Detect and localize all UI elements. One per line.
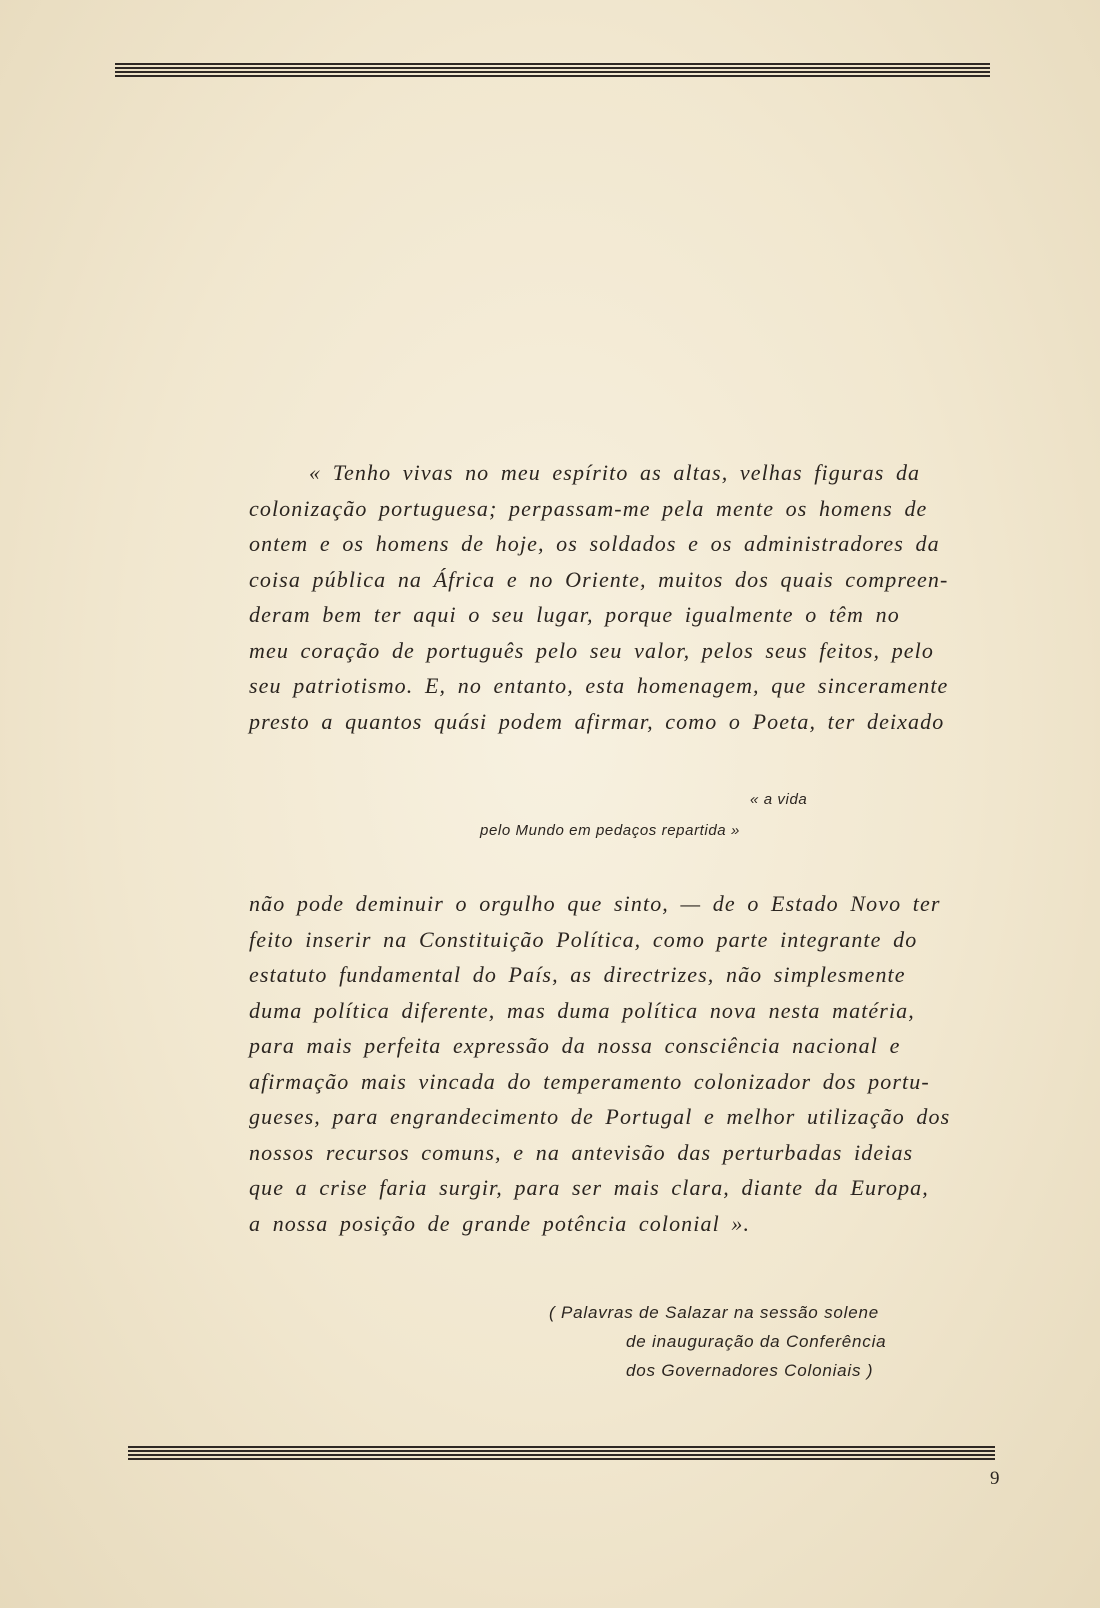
quote-line: que a crise faria surgir, para ser mais clara, diante da Europa, bbox=[249, 1175, 929, 1200]
verse-line: pelo Mundo em pedaços repartida » bbox=[480, 822, 740, 839]
verse-line: « a vida bbox=[750, 791, 808, 808]
top-decorative-rule bbox=[115, 63, 990, 77]
quote-line: coisa pública na África e no Oriente, muitos dos quais compreen- bbox=[249, 566, 949, 592]
attribution-line: ( Palavras de Salazar na sessão solene bbox=[549, 1303, 879, 1322]
poem-verse bbox=[480, 784, 860, 846]
quote-line: a nossa posição de grande potência colonial ». bbox=[249, 1210, 751, 1236]
quote-line: seu patriotismo. E, no entanto, esta homenagem, que sinceramente bbox=[249, 673, 949, 698]
quote-line: deram bem ter aqui o seu lugar, porque igualmente o têm no bbox=[249, 602, 900, 627]
quote-line: ontem e os homens de hoje, os soldados e os administradores da bbox=[249, 531, 940, 556]
quote-line: colonização portuguesa; perpassam-me pela mente os homens de bbox=[249, 495, 928, 521]
quote-line: nossos recursos comuns, e na antevisão das perturbadas ideias bbox=[249, 1139, 914, 1165]
quote-line: meu coração de português pelo seu valor, pelos seus feitos, pelo bbox=[249, 637, 934, 663]
quote-line: feito inserir na Constituição Política, como parte integrante do bbox=[249, 926, 918, 952]
quote-paragraph-1 bbox=[249, 455, 1005, 739]
bottom-decorative-rule bbox=[128, 1446, 995, 1460]
quote-line: gueses, para engrandecimento de Portugal e melhor utilização dos bbox=[249, 1104, 951, 1129]
quote-line: para mais perfeita expressão da nossa consciência nacional e bbox=[249, 1033, 901, 1058]
page-number: 9 bbox=[990, 1468, 1000, 1489]
attribution-line: dos Governadores Coloniais ) bbox=[626, 1361, 874, 1380]
quote-line: presto a quantos quási podem afirmar, como o Poeta, ter deixado bbox=[249, 708, 945, 734]
quote-paragraph-2 bbox=[249, 886, 1005, 1241]
quote-line: estatuto fundamental do País, as directrizes, não simplesmente bbox=[249, 962, 906, 987]
quote-line: « Tenho vivas no meu espírito as altas, velhas figuras da bbox=[309, 460, 921, 485]
attribution bbox=[549, 1298, 969, 1385]
attribution-line: de inauguração da Conferência bbox=[626, 1332, 887, 1351]
quote-line: não pode deminuir o orgulho que sinto, — de o Estado Novo ter bbox=[249, 891, 941, 916]
quote-line: afirmação mais vincada do temperamento colonizador dos portu- bbox=[249, 1068, 930, 1094]
quote-line: duma política diferente, mas duma política nova nesta matéria, bbox=[249, 997, 915, 1023]
